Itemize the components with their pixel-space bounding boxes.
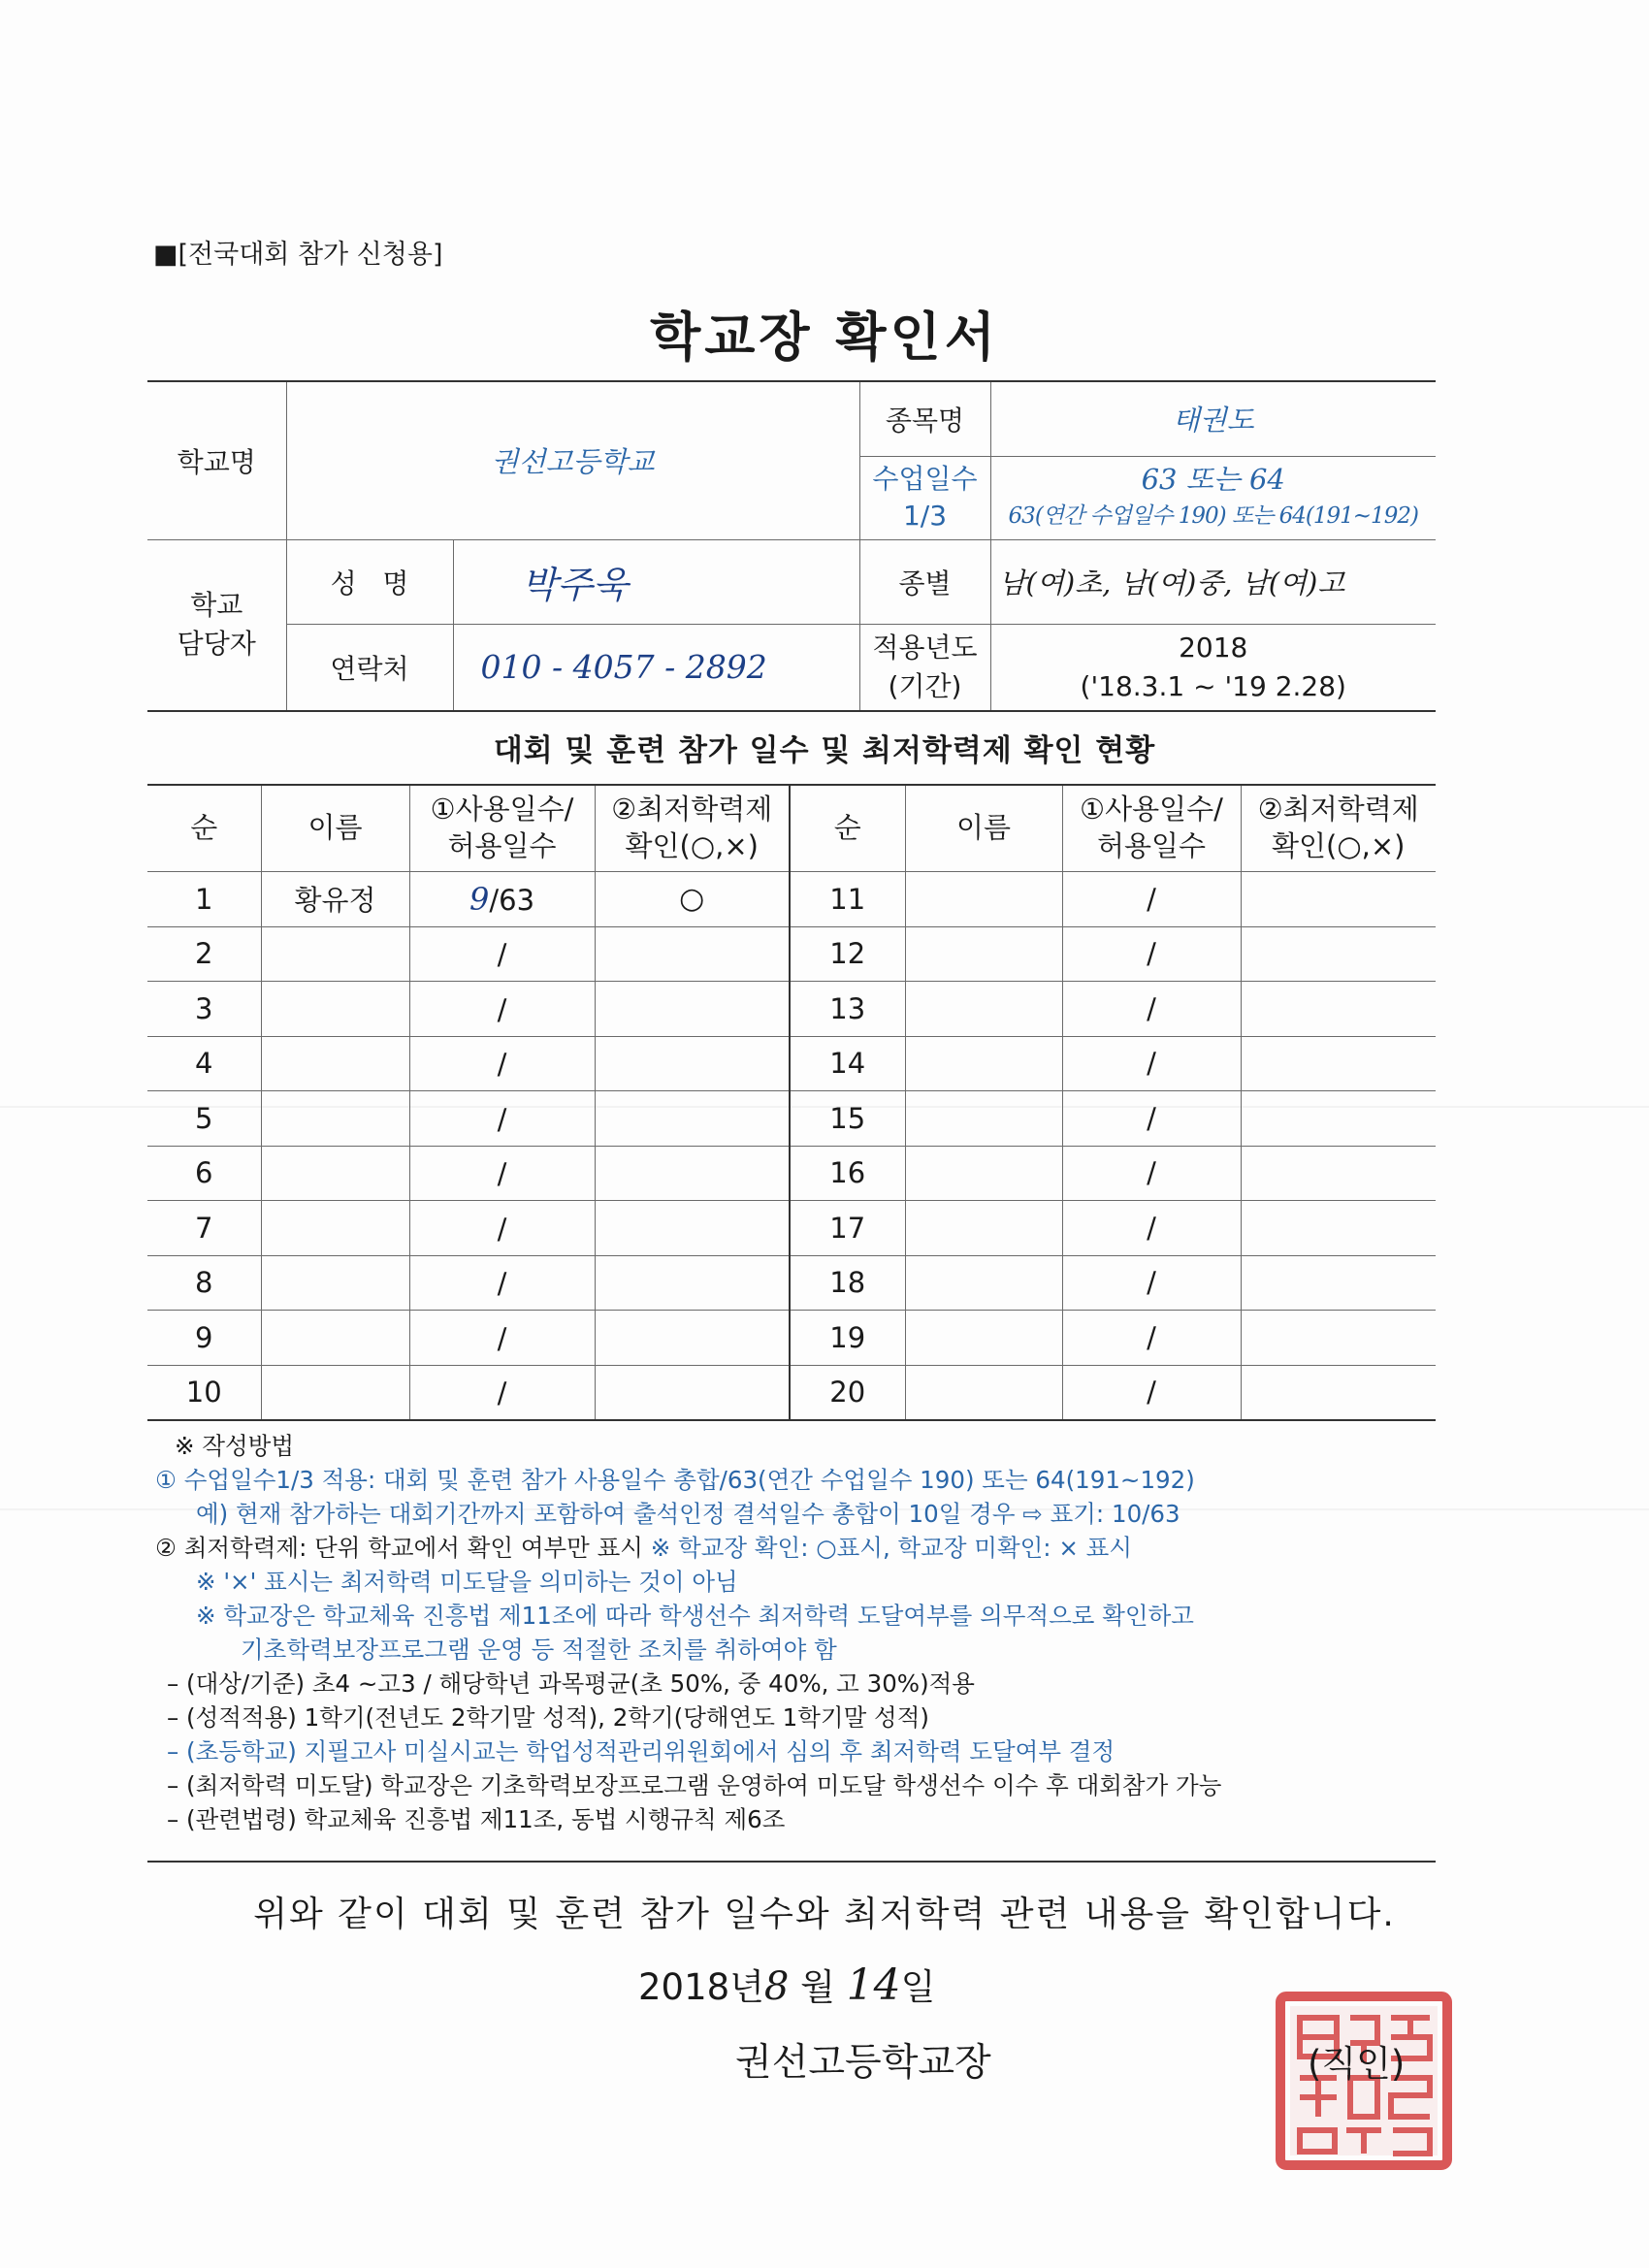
- seal-label: (직인): [1308, 2043, 1406, 2085]
- sport-value: 태권도: [990, 381, 1436, 456]
- row-days-right: /: [1062, 872, 1241, 927]
- row-days: [409, 1311, 595, 1366]
- note-line-6: 기초학력보장프로그램 운영 등 적절한 조치를 취하여야 함: [241, 1636, 837, 1664]
- row-check-right: [1241, 1255, 1436, 1311]
- row-days: [409, 926, 595, 982]
- note-line-10: – (최저학력 미도달) 학교장은 기초학력보장프로그램 운영하여 미도달 학생선수 이수 후 대회참가 가능: [167, 1771, 1222, 1799]
- row-days: [409, 1365, 595, 1420]
- note-line-3: [155, 1531, 1455, 1565]
- row-name: 황유정: [261, 872, 409, 927]
- row-days-right: /: [1062, 1255, 1241, 1311]
- row-check-right: [1241, 1365, 1436, 1420]
- contact-person-label: [147, 539, 286, 711]
- year-value-line2: ('18.3.1 ~ '19 2.28): [1080, 669, 1346, 702]
- row-no-right: 11: [790, 872, 905, 927]
- row-name-right: [905, 1201, 1062, 1256]
- class-days-value: [990, 456, 1436, 539]
- row-days-allowed: /: [497, 1102, 507, 1136]
- row-check-right: [1241, 1036, 1436, 1091]
- row-check-right: [1241, 1201, 1436, 1256]
- row-days-allowed: /: [497, 1157, 507, 1191]
- header-days-right-line1: ①사용일수/: [1080, 793, 1223, 826]
- row-days-allowed: /: [497, 1212, 507, 1246]
- table-row: [147, 1365, 1436, 1420]
- contact-person-label-line1: 학교: [190, 589, 243, 622]
- row-check-right: [1241, 926, 1436, 982]
- table-row: [147, 1091, 1436, 1147]
- row-days-right: /: [1062, 1036, 1241, 1091]
- header-days-line1: ①사용일수/: [430, 793, 574, 826]
- roster-table: [147, 784, 1436, 1421]
- row-days-right: /: [1062, 1091, 1241, 1147]
- instructions-section: [155, 1429, 1455, 1836]
- row-no: 7: [147, 1201, 261, 1256]
- school-name-value: 권선고등학교: [286, 381, 859, 539]
- row-days: [409, 1091, 595, 1147]
- row-name: [261, 1146, 409, 1201]
- row-name-right: [905, 1365, 1062, 1420]
- row-days-used: 9: [469, 880, 490, 918]
- note-line-11: – (관련법령) 학교체육 진흥법 제11조, 동법 시행규칙 제6조: [167, 1805, 786, 1833]
- notes-heading: ※ 작성방법: [175, 1432, 294, 1460]
- header-days: [409, 785, 595, 872]
- table-row: [147, 982, 1436, 1037]
- document-title: 학교장 확인서: [650, 307, 999, 368]
- row-no: 2: [147, 926, 261, 982]
- phone-label: 연락처: [286, 624, 453, 711]
- signature-date: [638, 1958, 935, 2010]
- note-line-4: ※ '×' 표시는 최저학력 미도달을 의미하는 것이 아님: [196, 1568, 738, 1596]
- row-no-right: 15: [790, 1091, 905, 1147]
- row-no: 8: [147, 1255, 261, 1311]
- row-no-right: 18: [790, 1255, 905, 1311]
- row-check: [595, 1091, 790, 1147]
- row-days-right: /: [1062, 1146, 1241, 1201]
- row-check: [595, 1365, 790, 1420]
- row-name-right: [905, 982, 1062, 1037]
- school-name-label: 학교명: [147, 381, 286, 539]
- year-label-line2: (기간): [888, 669, 962, 702]
- class-days-label-line1: 수업일수: [872, 463, 978, 495]
- header-days-right: [1062, 785, 1241, 872]
- class-days-label-line2: 1/3: [902, 500, 948, 532]
- row-check: [595, 1146, 790, 1201]
- school-info-table: [147, 380, 1436, 712]
- row-name: [261, 1091, 409, 1147]
- row-check: [595, 926, 790, 982]
- header-check-line1: ②최저학력제: [611, 793, 773, 826]
- confirmation-sentence: 위와 같이 대회 및 훈련 참가 일수와 최저학력 관련 내용을 확인합니다.: [253, 1895, 1396, 1934]
- row-days-allowed: /: [497, 938, 507, 972]
- table-row: [147, 1311, 1436, 1366]
- table-row: [147, 872, 1436, 927]
- date-month: 8: [763, 1964, 790, 2009]
- phone-value: 010 - 4057 - 2892: [453, 624, 859, 711]
- header-no-right: 순: [790, 785, 905, 872]
- header-check: [595, 785, 790, 872]
- row-days: [409, 1036, 595, 1091]
- year-value: [990, 624, 1436, 711]
- row-name-right: [905, 1091, 1062, 1147]
- row-check: ○: [595, 872, 790, 927]
- table-row: [147, 1146, 1436, 1201]
- date-day: 14: [846, 1960, 901, 2010]
- row-name: [261, 1036, 409, 1091]
- row-name: [261, 1201, 409, 1256]
- note-line-3-text: ② 최저학력제: 단위 학교에서 확인 여부만 표시: [155, 1534, 651, 1562]
- row-name: [261, 982, 409, 1037]
- contact-person-label-line2: 담당자: [177, 628, 256, 661]
- row-days: [409, 1255, 595, 1311]
- note-line-7: – (대상/기준) 초4 ~고3 / 해당학년 과목평균(초 50%, 중 40%, 고 30%)적용: [167, 1669, 975, 1698]
- row-days-allowed: /: [497, 992, 507, 1026]
- year-label: [859, 624, 990, 711]
- class-days-label: [859, 456, 990, 539]
- row-check-right: [1241, 1311, 1436, 1366]
- category-value: 남(여)초, 남(여)중, 남(여)고: [990, 539, 1436, 624]
- row-no-right: 16: [790, 1146, 905, 1201]
- row-no: 5: [147, 1091, 261, 1147]
- table-row: [147, 926, 1436, 982]
- row-no: 10: [147, 1365, 261, 1420]
- row-name: [261, 926, 409, 982]
- row-days: [409, 982, 595, 1037]
- row-no-right: 17: [790, 1201, 905, 1256]
- row-no: 3: [147, 982, 261, 1037]
- year-label-line1: 적용년도: [872, 631, 978, 664]
- note-line-8: – (성적적용) 1학기(전년도 2학기말 성적), 2학기(당해연도 1학기말 성적): [167, 1703, 929, 1732]
- principal-title: 권선고등학교장: [735, 2041, 991, 2085]
- date-day-unit: 일: [900, 1966, 936, 2008]
- notes-divider: [147, 1861, 1436, 1863]
- row-no-right: 20: [790, 1365, 905, 1420]
- note-line-1: ① 수업일수1/3 적용: 대회 및 훈련 참가 사용일수 총합/63(연간 수업일수 190) 또는 64(191~192): [155, 1466, 1195, 1494]
- row-check-right: [1241, 1146, 1436, 1201]
- header-check-right: [1241, 785, 1436, 872]
- roster-header-row: [147, 785, 1436, 872]
- header-days-right-line2: 허용일수: [1096, 829, 1207, 862]
- header-name-right: 이름: [905, 785, 1062, 872]
- row-check-right: [1241, 872, 1436, 927]
- person-name-value: 박주욱: [453, 539, 859, 624]
- row-name-right: [905, 1255, 1062, 1311]
- row-days-allowed: /63: [489, 883, 535, 917]
- row-no-right: 14: [790, 1036, 905, 1091]
- row-days: [409, 1146, 595, 1201]
- row-no: 1: [147, 872, 261, 927]
- class-days-value-line1: 63 또는 64: [1141, 463, 1285, 496]
- person-name-label: 성 명: [286, 539, 453, 624]
- row-days-right: /: [1062, 1365, 1241, 1420]
- row-no-right: 13: [790, 982, 905, 1037]
- row-name: [261, 1365, 409, 1420]
- row-no-right: 19: [790, 1311, 905, 1366]
- sport-label: 종목명: [859, 381, 990, 456]
- table-row: [147, 1036, 1436, 1091]
- header-days-line2: 허용일수: [447, 829, 557, 862]
- row-days-allowed: /: [497, 1267, 507, 1301]
- date-year: 2018년: [638, 1966, 764, 2008]
- table-row: [147, 1255, 1436, 1311]
- row-days: [409, 1201, 595, 1256]
- row-check-right: [1241, 982, 1436, 1037]
- row-no-right: 12: [790, 926, 905, 982]
- row-days: [409, 872, 595, 927]
- row-name: [261, 1311, 409, 1366]
- note-line-2: 예) 현재 참가하는 대회기간까지 포함하여 출석인정 결석일수 총합이 10일 경우 ⇨ 표기: 10/63: [196, 1500, 1180, 1528]
- category-label: 종별: [859, 539, 990, 624]
- row-check: [595, 1311, 790, 1366]
- header-check-right-line1: ②최저학력제: [1257, 793, 1419, 826]
- row-no: 9: [147, 1311, 261, 1366]
- header-check-line2: 확인(○,×): [625, 829, 759, 862]
- row-days-right: /: [1062, 1311, 1241, 1366]
- row-name-right: [905, 872, 1062, 927]
- row-days-right: /: [1062, 926, 1241, 982]
- row-no: 4: [147, 1036, 261, 1091]
- row-name: [261, 1255, 409, 1311]
- status-section-title: 대회 및 훈련 참가 일수 및 최저학력제 확인 현황: [493, 733, 1156, 768]
- note-line-5: ※ 학교장은 학교체육 진흥법 제11조에 따라 학생선수 최저학력 도달여부를 의무적으로 확인하고: [196, 1602, 1194, 1630]
- row-check: [595, 1201, 790, 1256]
- row-check: [595, 1255, 790, 1311]
- class-days-value-line2: 63(연간 수업일수 190) 또는 64(191~192): [1008, 503, 1418, 529]
- row-check: [595, 1036, 790, 1091]
- row-check-right: [1241, 1091, 1436, 1147]
- date-month-unit: 월: [789, 1966, 835, 2008]
- row-name-right: [905, 1036, 1062, 1091]
- header-name: 이름: [261, 785, 409, 872]
- row-days-right: /: [1062, 982, 1241, 1037]
- row-days-allowed: /: [497, 1321, 507, 1355]
- row-name-right: [905, 1311, 1062, 1366]
- row-days-allowed: /: [497, 1048, 507, 1082]
- form-usage-label: ■[전국대회 참가 신청용]: [153, 240, 443, 270]
- row-days-right: /: [1062, 1201, 1241, 1256]
- year-value-line1: 2018: [1179, 631, 1248, 664]
- header-no: 순: [147, 785, 261, 872]
- row-name-right: [905, 926, 1062, 982]
- row-check: [595, 982, 790, 1037]
- header-check-right-line2: 확인(○,×): [1272, 829, 1406, 862]
- note-line-9: – (초등학교) 지필고사 미실시교는 학업성적관리위원회에서 심의 후 최저학력 도달여부 결정: [167, 1737, 1116, 1766]
- note-line-3-emphasis: ※ 학교장 확인: ○표시, 학교장 미확인: × 표시: [650, 1534, 1132, 1562]
- row-days-allowed: /: [497, 1377, 507, 1410]
- table-row: [147, 1201, 1436, 1256]
- row-no: 6: [147, 1146, 261, 1201]
- row-name-right: [905, 1146, 1062, 1201]
